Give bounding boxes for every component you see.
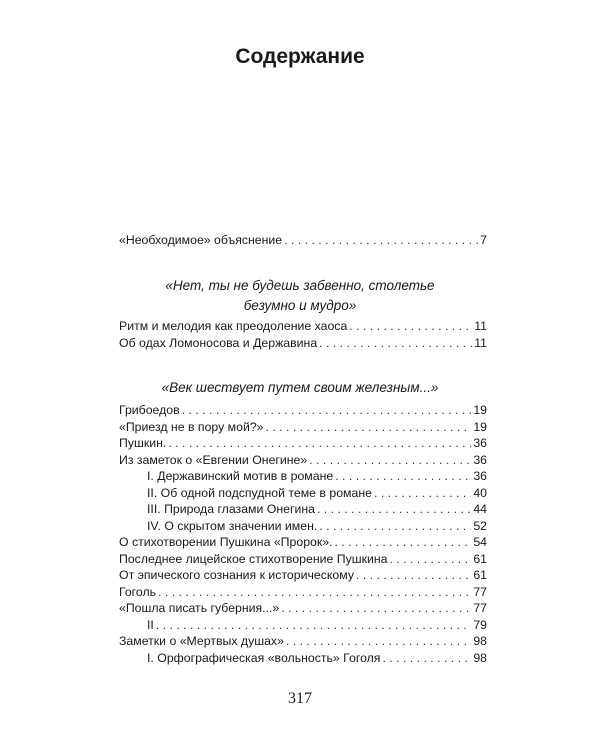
toc-entry: [119, 534, 487, 551]
entry-label: Ритм и мелодия как преодоление хаоса: [119, 319, 348, 333]
entry-label: II. Об одной подспудной теме в романе: [147, 485, 372, 500]
toc-entry: [119, 452, 487, 469]
heading-line: «Век шествует путем своим железным...»: [161, 380, 439, 395]
toc-entry: [119, 419, 487, 436]
entry-label: I. Орфографическая «вольность» Гоголя: [147, 650, 381, 665]
entry-label: Пушкин.: [119, 436, 167, 450]
dot-leader: [389, 551, 471, 568]
section-heading: [0, 276, 600, 316]
dot-leader: [281, 600, 471, 617]
entry-label: IV. О скрытом значении имен.: [147, 518, 318, 533]
entry-label: I. Державинский мотив в романе: [147, 469, 334, 483]
heading-line: безумно и мудро»: [243, 298, 357, 313]
toc-entry: [119, 468, 487, 485]
dot-leader: [319, 335, 472, 352]
toc-entry: [119, 318, 487, 335]
dot-leader: [168, 435, 471, 452]
entry-label: Гоголь: [119, 584, 157, 599]
entry-page: 98: [473, 634, 487, 648]
toc-entry: [119, 584, 487, 601]
entry-page: 36: [473, 452, 487, 467]
dot-leader: [335, 534, 472, 551]
toc-entry: [119, 485, 487, 502]
toc-section-2: [119, 402, 487, 666]
entry-label: От эпического сознания к историческому: [119, 568, 354, 582]
dot-leader: [317, 501, 471, 518]
page-number: 317: [288, 690, 312, 707]
toc-entry: [119, 402, 487, 419]
toc-entry: [119, 633, 487, 650]
toc-entry: [119, 335, 487, 352]
dot-leader: [286, 633, 471, 650]
toc-entry: [119, 551, 487, 568]
toc-entry: [119, 650, 487, 667]
toc-entry: [119, 518, 487, 535]
entry-page: 11: [474, 335, 487, 350]
entry-page: 61: [473, 551, 487, 566]
entry-page: 40: [473, 485, 487, 500]
toc-entry: [119, 232, 487, 249]
entry-label: «Пошла писать губерния...»: [119, 601, 280, 615]
toc-entry: [119, 617, 487, 634]
toc-entry: [119, 567, 487, 584]
toc-entry: [119, 600, 487, 617]
entry-page: 77: [473, 584, 487, 599]
heading-line: «Нет, ты не будешь забвенно, столетье: [165, 278, 435, 293]
entry-label: Заметки о «Мертвых душах»: [119, 634, 284, 648]
entry-label: Из заметок о «Евгении Онегине»: [119, 452, 308, 467]
entry-label: Грибоедов: [119, 403, 180, 417]
entry-label: III. Природа глазами Онегина: [147, 502, 315, 516]
entry-label: II: [147, 617, 154, 632]
entry-label: «Приезд не в пору мой?»: [119, 419, 264, 434]
dot-leader: [284, 232, 478, 249]
dot-leader: [382, 650, 471, 667]
toc-intro: [119, 232, 487, 249]
dot-leader: [156, 617, 471, 634]
entry-page: 98: [473, 650, 487, 665]
dot-leader: [356, 567, 471, 584]
dot-leader: [309, 452, 471, 469]
entry-page: 77: [473, 601, 487, 615]
entry-page: 44: [473, 502, 487, 516]
entry-label: Последнее лицейское стихотворение Пушкина: [119, 551, 388, 566]
entry-page: 52: [473, 518, 487, 533]
page-title: Содержание: [235, 45, 365, 68]
toc-section-1: [119, 318, 487, 351]
dot-leader: [266, 419, 472, 436]
entry-page: 19: [473, 419, 487, 434]
dot-leader: [374, 485, 471, 502]
entry-label: О стихотворении Пушкина «Пророк».: [119, 535, 333, 549]
toc-entry: [119, 435, 487, 452]
entry-label: Об одах Ломоносова и Державина: [119, 335, 318, 350]
section-heading: [0, 378, 600, 398]
entry-page: 54: [473, 535, 487, 549]
entry-page: 11: [474, 319, 487, 333]
dot-leader: [158, 584, 471, 601]
dot-leader: [335, 468, 471, 485]
entry-page: 36: [473, 469, 487, 483]
entry-page: 19: [473, 403, 487, 417]
entry-page: 79: [473, 617, 487, 632]
entry-page: 7: [480, 233, 487, 247]
toc-entry: [119, 501, 487, 518]
entry-label: «Необходимое» объяснение: [119, 233, 283, 247]
dot-leader: [349, 318, 472, 335]
entry-page: 61: [473, 568, 487, 582]
dot-leader: [182, 402, 472, 419]
entry-page: 36: [473, 436, 487, 450]
dot-leader: [319, 518, 471, 535]
